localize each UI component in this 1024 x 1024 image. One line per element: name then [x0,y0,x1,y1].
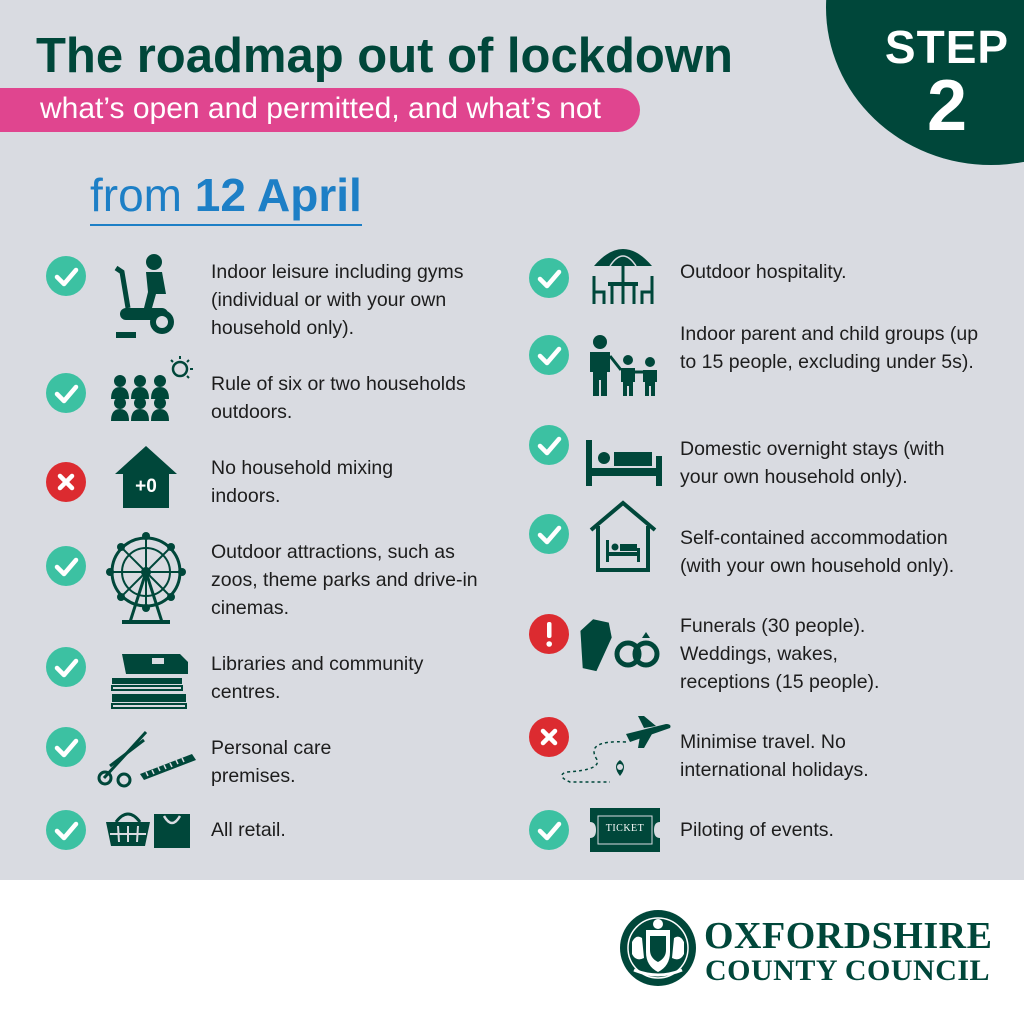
check-icon [46,256,86,296]
item-text: Minimise travel. No international holidays. [680,731,869,781]
item-text: Self-contained accommodation (with your own household only). [680,527,955,577]
coffin-rings-icon [576,618,668,672]
books-icon [108,650,190,710]
check-icon [46,810,86,850]
date-value: 12 April [194,169,362,221]
exercise-bike-icon [108,250,180,340]
bed-icon [586,440,662,486]
council-name-line2: COUNTY COUNCIL [705,954,991,987]
item-text: Domestic overnight stays (with your own household only). [680,438,945,488]
check-icon [529,335,569,375]
item-text: Indoor parent and child groups (up to 15 people, excluding under 5s). [680,323,979,373]
basket-bag-icon [104,808,194,850]
check-icon [46,373,86,413]
check-icon [46,546,86,586]
plane-route-icon [556,712,672,788]
alert-icon [529,614,569,654]
ticket-label: TICKET [605,823,645,834]
group-of-six-sun-icon [108,355,198,425]
parasol-table-icon [590,240,656,308]
check-icon [46,647,86,687]
ferris-wheel-icon [104,530,188,626]
house-bed-icon [588,500,658,572]
check-icon [529,514,569,554]
item-text: Rule of six or two households outdoors. [211,373,466,423]
item-text: Libraries and community centres. [211,653,424,703]
item-text: Personal care premises. [211,737,332,787]
date-heading [90,168,362,226]
scissors-comb-icon [96,728,196,788]
step-number: 2 [926,66,968,146]
check-icon [529,810,569,850]
date-prefix: from [90,169,182,221]
page-subtitle: what’s open and permitted, and what’s not [40,92,601,125]
item-text: Indoor leisure including gyms (individual or with your own household only). [211,261,464,339]
item-text: All retail. [211,819,286,841]
item-text: Funerals (30 people). Weddings, wakes, receptions (15 people). [680,615,880,693]
step-label: STEP [884,21,1010,73]
council-crest-logo [618,908,698,988]
item-text: Piloting of events. [680,819,834,841]
check-icon [46,727,86,767]
item-text: Outdoor hospitality. [680,261,847,283]
house-label: +0 [135,476,157,497]
check-icon [529,425,569,465]
parent-children-icon [586,334,662,398]
item-text: No household mixing indoors. [211,457,394,507]
page-title: The roadmap out of lockdown [36,29,733,83]
item-text: Outdoor attractions, such as zoos, theme parks and drive-in cinemas. [211,541,478,619]
council-name-line1: OXFORDSHIRE [704,915,993,957]
cross-icon [46,462,86,502]
check-icon [529,258,569,298]
